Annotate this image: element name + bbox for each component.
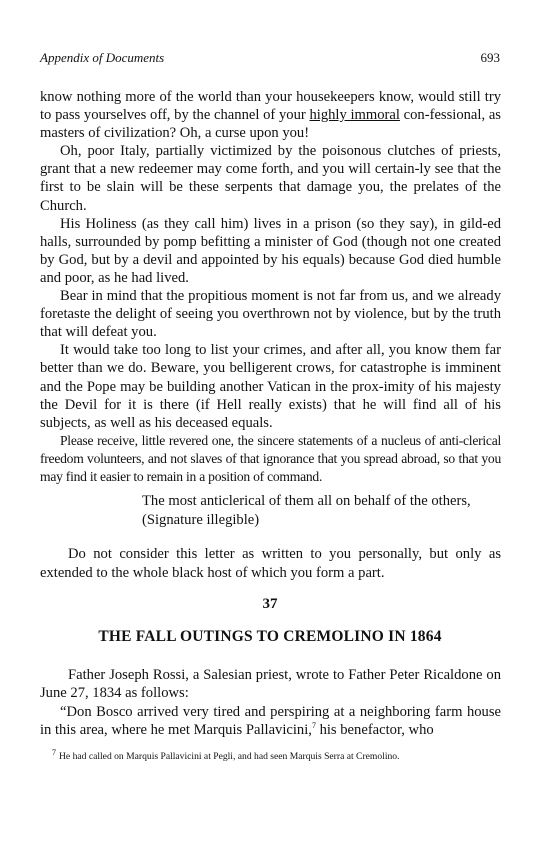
letter-body	[40, 88, 501, 486]
footnote-reference: 7	[311, 721, 316, 731]
letter-paragraph: Oh, poor Italy, partially victimized by the poisonous clutches of priests, grant that a new redeemer may come forth, and you will certain-ly see that the first to be slain will be these serpents that damage you, the prelates of the Church.	[40, 143, 501, 214]
letter-paragraph: Bear in mind that the propitious moment is not far from us, and we already foretaste the delight of seeing you overthrown not by violence, but by the truth that will defeat you.	[40, 288, 501, 341]
letter-paragraph: It would take too long to list your crimes, and after all, you know them far better than we do. Beware, you belligerent crows, for catastrophe is imminent and the Pope may be building another Vatican in the prox-imity of his majesty the Devil for it is there (if Hell really exists) that he will find all of his subjects, as well as his deceased equals.	[40, 342, 501, 431]
letter-closing	[40, 545, 501, 582]
footnote-mark: 7	[52, 747, 56, 757]
chapter-body	[40, 666, 501, 739]
closing-paragraph: Do not consider this letter as written to you personally, but only as extended to the whole black host of which you form a part.	[40, 546, 501, 581]
running-header	[40, 50, 500, 68]
footnote	[52, 747, 502, 763]
underlined-text: highly immoral	[309, 107, 400, 124]
chapter-paragraph: “Don Bosco arrived very tired and perspiring at a neighboring farm house in this area, where he met Marquis Pallavicini,$^7$ his benefactor, who	[40, 703, 501, 738]
chapter-number: 37	[262, 596, 278, 612]
chapter-title: THE FALL OUTINGS TO CREMOLINO IN 1864	[98, 628, 442, 645]
letter-paragraph: Please receive, little revered one, the sincere statements of a nucleus of anti-clerical freedom volunteers, and not slaves of that ignorance that you spread abroad, so that you may find it easier to remain in a position of command.	[40, 432, 501, 484]
letter-paragraph: know nothing more of the world than your housekeepers know, would still try to pass yourselves off, by the channel of your highly immoral con-fessional, as masters of civilization? Oh, a curse upon you!	[40, 89, 501, 142]
letter-signature	[142, 492, 504, 529]
signature-line: The most anticlerical of them all on behalf of the others,	[142, 493, 471, 509]
chapter-paragraph: Father Joseph Rossi, a Salesian priest, wrote to Father Peter Ricaldone on June 27, 1834 as follows:	[40, 667, 501, 702]
page-number: 693	[480, 50, 500, 65]
signature-line: (Signature illegible)	[142, 511, 260, 528]
letter-paragraph: His Holiness (as they call him) lives in a prison (so they say), in gild-ed halls, surrounded by pomp befitting a minister of God (though not one created by God, but by a devil and appointed by his equals) because God died humble and poor, as he had lived.	[40, 215, 501, 286]
running-title: Appendix of Documents	[40, 50, 165, 65]
footnote-text: He had called on Marquis Pallavicini at Pegli, and had seen Marquis Serra at Cremolino.	[59, 751, 400, 762]
